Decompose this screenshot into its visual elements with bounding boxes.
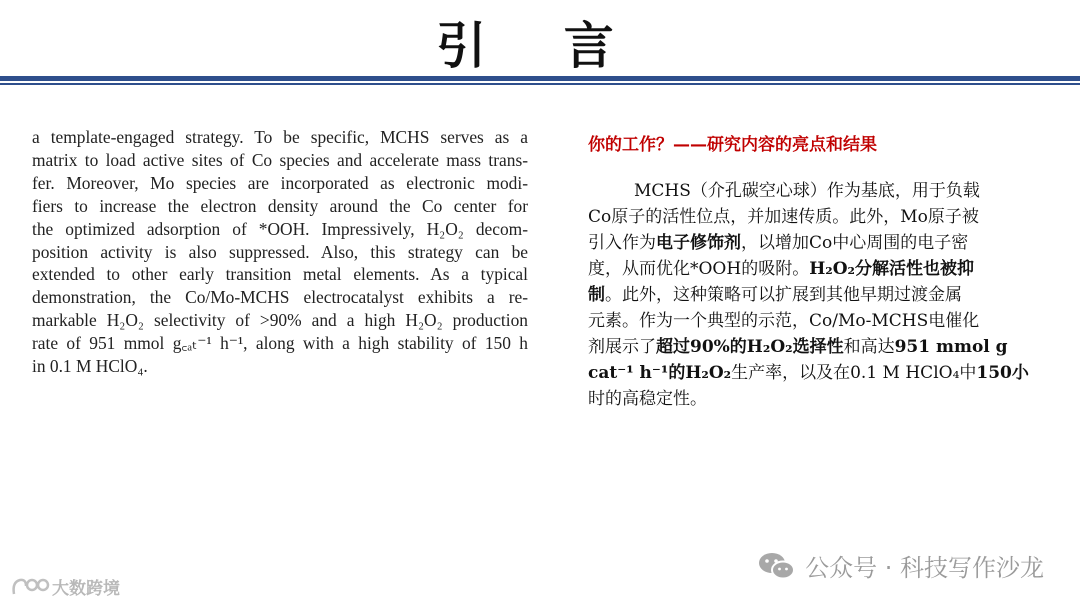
slide-title: 引 言 xyxy=(436,17,644,75)
summary-line xyxy=(588,282,1050,308)
excerpt-line: position activity is also suppressed. Also, this strategy can be xyxy=(32,241,528,262)
summary-bold: 150小 xyxy=(976,363,1029,383)
title-rule-thin xyxy=(0,83,1080,85)
summary-text: 生产率，以及在0.1 M HClO₄中 xyxy=(731,363,977,383)
summary-text: 剂展示了 xyxy=(588,337,656,357)
excerpt-line: rate of 951 mmol g꜀ₐₜ⁻¹ h⁻¹, along with a high stability of 150 h xyxy=(32,333,528,354)
excerpt-line: extended to other early transition metal elements. As a typical xyxy=(32,264,528,285)
paper-excerpt xyxy=(32,126,528,378)
summary-text: ，以增加Co中心周围的电子密 xyxy=(741,233,969,253)
summary-heading: 你的工作？——研究内容的亮点和结果 xyxy=(588,135,877,155)
summary-line xyxy=(588,256,1050,282)
wechat-watermark xyxy=(757,548,1044,583)
summary-bold: 电子修饰剂 xyxy=(656,233,741,253)
summary-line xyxy=(588,230,1050,256)
excerpt-line: a template-engaged strategy. To be specific, MCHS serves as a xyxy=(32,127,528,147)
summary-bold: 制 xyxy=(588,285,605,305)
summary-line xyxy=(588,360,1050,386)
excerpt-line: fiers to increase the electron density around the Co center for xyxy=(32,195,528,216)
summary-bold: H₂O₂分解活性也被抑 xyxy=(809,259,974,279)
summary-bold: 951 mmol g xyxy=(894,337,1008,357)
summary-text: 度，从而优化*OOH的吸附。 xyxy=(588,259,810,279)
excerpt-line: matrix to load active sites of Co species and accelerate mass trans- xyxy=(32,149,528,170)
logo-text: 大数跨境 xyxy=(52,579,120,599)
summary-line: 元素。作为一个典型的示范，Co/Mo-MCHS电催化 xyxy=(588,311,980,331)
excerpt-line: demonstration, the Co/Mo-MCHS electrocatalyst exhibits a re- xyxy=(32,287,528,308)
watermark-text: 公众号 · 科技写作沙龙 xyxy=(805,554,1044,582)
wechat-icon xyxy=(757,551,797,581)
excerpt-line: the optimized adsorption of *OOH. Impressively, H₂O₂ decom- xyxy=(32,218,528,239)
summary-text: 。此外，这种策略可以扩展到其他早期过渡金属 xyxy=(605,285,962,305)
summary-line: Co原子的活性位点，并加速传质。此外，Mo原子被 xyxy=(588,207,979,227)
summary-line xyxy=(588,334,1050,360)
logo-icon xyxy=(10,576,50,598)
brand-logo xyxy=(10,574,120,599)
summary-line: 时的高稳定性。 xyxy=(588,389,707,409)
summary-bold: cat⁻¹ h⁻¹的H₂O₂ xyxy=(588,363,732,383)
title-rule-thick xyxy=(0,76,1080,81)
excerpt-line: fer. Moreover, Mo species are incorporated as electronic modi- xyxy=(32,172,528,193)
summary-body xyxy=(588,178,1050,412)
excerpt-line: markable H₂O₂ selectivity of >90% and a high H₂O₂ production xyxy=(32,310,528,331)
excerpt-line: in 0.1 M HClO₄. xyxy=(32,356,148,377)
summary-text: 引入作为 xyxy=(588,233,656,253)
summary-line: MCHS（介孔碳空心球）作为基底，用于负载 xyxy=(634,181,980,201)
summary-bold: 超过90%的H₂O₂选择性 xyxy=(656,337,844,357)
summary-text: 和高达 xyxy=(843,337,895,357)
